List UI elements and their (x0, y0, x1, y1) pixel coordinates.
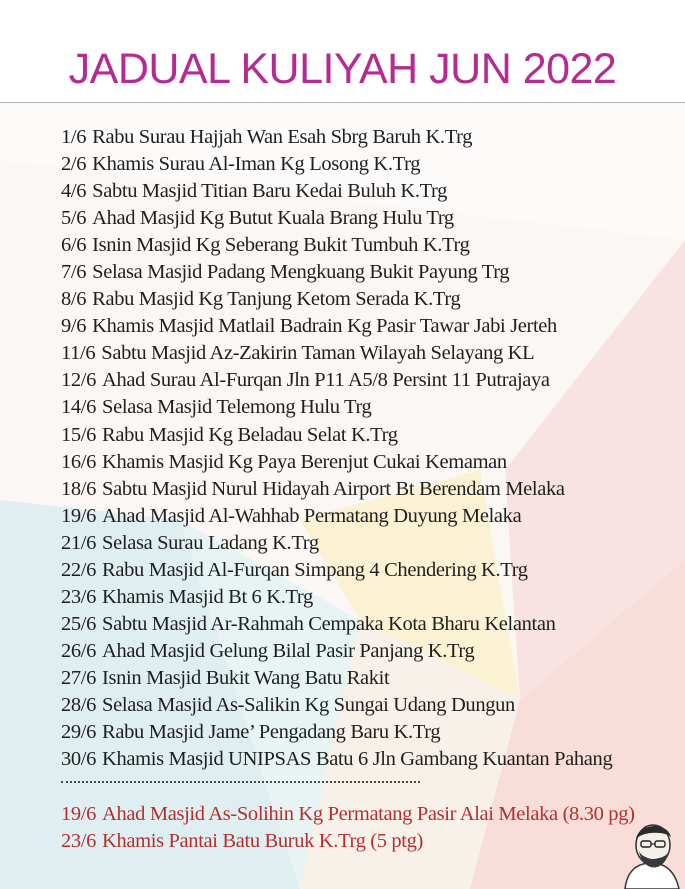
schedule-entry (61, 665, 676, 692)
entry-detail: Rabu Masjid Kg Tanjung Ketom Serada K.Trg (92, 288, 461, 311)
entry-detail: Rabu Surau Hajjah Wan Esah Sbrg Baruh K.Trg (92, 126, 473, 148)
entry-detail: Khamis Masjid Kg Paya Berenjut Cukai Kemaman (102, 450, 507, 473)
entry-date: 18/6 (61, 477, 97, 500)
entry-date: 16/6 (61, 450, 97, 473)
entry-date: 7/6 (61, 261, 87, 284)
schedule-entry (61, 503, 676, 530)
entry-date: 12/6 (61, 369, 97, 392)
entry-date: 21/6 (61, 531, 97, 554)
entry-date: 15/6 (61, 423, 97, 446)
speaker-avatar-illustration (617, 811, 685, 889)
entry-detail: Khamis Masjid Matlail Badrain Kg Pasir Tawar Jabi Jerteh (92, 315, 557, 338)
schedule-entry (61, 367, 676, 394)
entry-detail: Rabu Masjid Kg Beladau Selat K.Trg (102, 423, 398, 446)
entry-date: 2/6 (61, 153, 87, 176)
entry-date: 30/6 (61, 748, 97, 771)
entry-detail: Ahad Surau Al-Furqan Jln P11 A5/8 Persint 11 Putrajaya (102, 369, 550, 392)
entry-date: 1/6 (61, 126, 87, 148)
entry-date: 26/6 (61, 639, 97, 662)
entry-detail: Isnin Masjid Kg Seberang Bukit Tumbuh K.Trg (92, 234, 470, 257)
entry-detail: Isnin Masjid Bukit Wang Batu Rakit (102, 666, 390, 689)
entry-detail: Ahad Masjid Al-Wahhab Permatang Duyung Melaka (102, 504, 522, 527)
entry-detail: Khamis Masjid Bt 6 K.Trg (102, 585, 313, 608)
schedule-entry (61, 476, 676, 503)
entry-date: 25/6 (61, 612, 97, 635)
entry-date: 9/6 (61, 315, 87, 338)
schedule-entry (61, 394, 676, 421)
entry-detail: Rabu Masjid Jame’ Pengadang Baru K.Trg (102, 721, 441, 744)
entry-detail: Rabu Masjid Al-Furqan Simpang 4 Chendering K.Trg (102, 558, 528, 581)
special-schedule-list (61, 801, 676, 855)
header (0, 0, 685, 103)
schedule-entry (61, 801, 676, 828)
entry-date: 14/6 (61, 396, 97, 419)
entry-detail: Selasa Masjid As-Salikin Kg Sungai Udang Dungun (102, 693, 515, 716)
schedule-entry (61, 124, 676, 151)
entry-date: 27/6 (61, 666, 97, 689)
entry-detail: Khamis Pantai Batu Buruk K.Trg (5 ptg) (102, 830, 424, 852)
entry-detail: Ahad Masjid Gelung Bilal Pasir Panjang K.Trg (102, 639, 475, 662)
entry-detail: Sabtu Masjid Ar-Rahmah Cempaka Kota Bharu Kelantan (102, 612, 556, 635)
entry-detail: Selasa Masjid Padang Mengkuang Bukit Payung Trg (92, 261, 510, 284)
schedule-entry (61, 151, 676, 178)
entry-date: 23/6 (61, 830, 97, 852)
schedule-entry (61, 178, 676, 205)
schedule-entry (61, 719, 676, 746)
entry-detail: Sabtu Masjid Nurul Hidayah Airport Bt Berendam Melaka (102, 477, 565, 500)
entry-date: 28/6 (61, 693, 97, 716)
schedule-entry (61, 205, 676, 232)
entry-date: 11/6 (61, 342, 96, 365)
schedule-entry (61, 422, 676, 449)
schedule-entry (61, 340, 676, 367)
schedule-entry (61, 313, 676, 340)
schedule-entry (61, 449, 676, 476)
entry-date: 29/6 (61, 721, 97, 744)
entry-date: 22/6 (61, 558, 97, 581)
entry-date: 19/6 (61, 504, 97, 527)
schedule-entry (61, 557, 676, 584)
entry-detail: Khamis Surau Al-Iman Kg Losong K.Trg (92, 153, 421, 176)
entry-detail: Ahad Masjid As-Solihin Kg Permatang Pasir Alai Melaka (8.30 pg) (102, 803, 635, 825)
schedule-entry (61, 828, 676, 855)
schedule-entry (61, 584, 676, 611)
entry-detail: Selasa Masjid Telemong Hulu Trg (102, 396, 372, 419)
header-divider (0, 102, 685, 103)
entry-date: 23/6 (61, 585, 97, 608)
schedule-entry (61, 692, 676, 719)
entry-date: 6/6 (61, 234, 87, 257)
schedule-entry (61, 286, 676, 313)
schedule-entry (61, 530, 676, 557)
entry-detail: Selasa Surau Ladang K.Trg (102, 531, 319, 554)
schedule-list (61, 124, 676, 773)
entry-date: 4/6 (61, 180, 87, 203)
entry-date: 8/6 (61, 288, 87, 311)
entry-detail: Khamis Masjid UNIPSAS Batu 6 Jln Gambang Kuantan Pahang (102, 748, 613, 771)
schedule-entry (61, 259, 676, 286)
entry-detail: Sabtu Masjid Az-Zakirin Taman Wilayah Selayang KL (101, 342, 535, 365)
schedule-entry (61, 638, 676, 665)
schedule-entry (61, 232, 676, 259)
schedule-entry (61, 746, 676, 773)
entry-detail: Ahad Masjid Kg Butut Kuala Brang Hulu Trg (92, 207, 454, 230)
schedule-entry (61, 611, 676, 638)
entry-date: 5/6 (61, 207, 87, 230)
entry-date: 19/6 (61, 803, 97, 825)
page-title: JADUAL KULIYAH JUN 2022 (68, 45, 617, 93)
dotted-divider (61, 781, 420, 783)
entry-detail: Sabtu Masjid Titian Baru Kedai Buluh K.Trg (92, 180, 448, 203)
